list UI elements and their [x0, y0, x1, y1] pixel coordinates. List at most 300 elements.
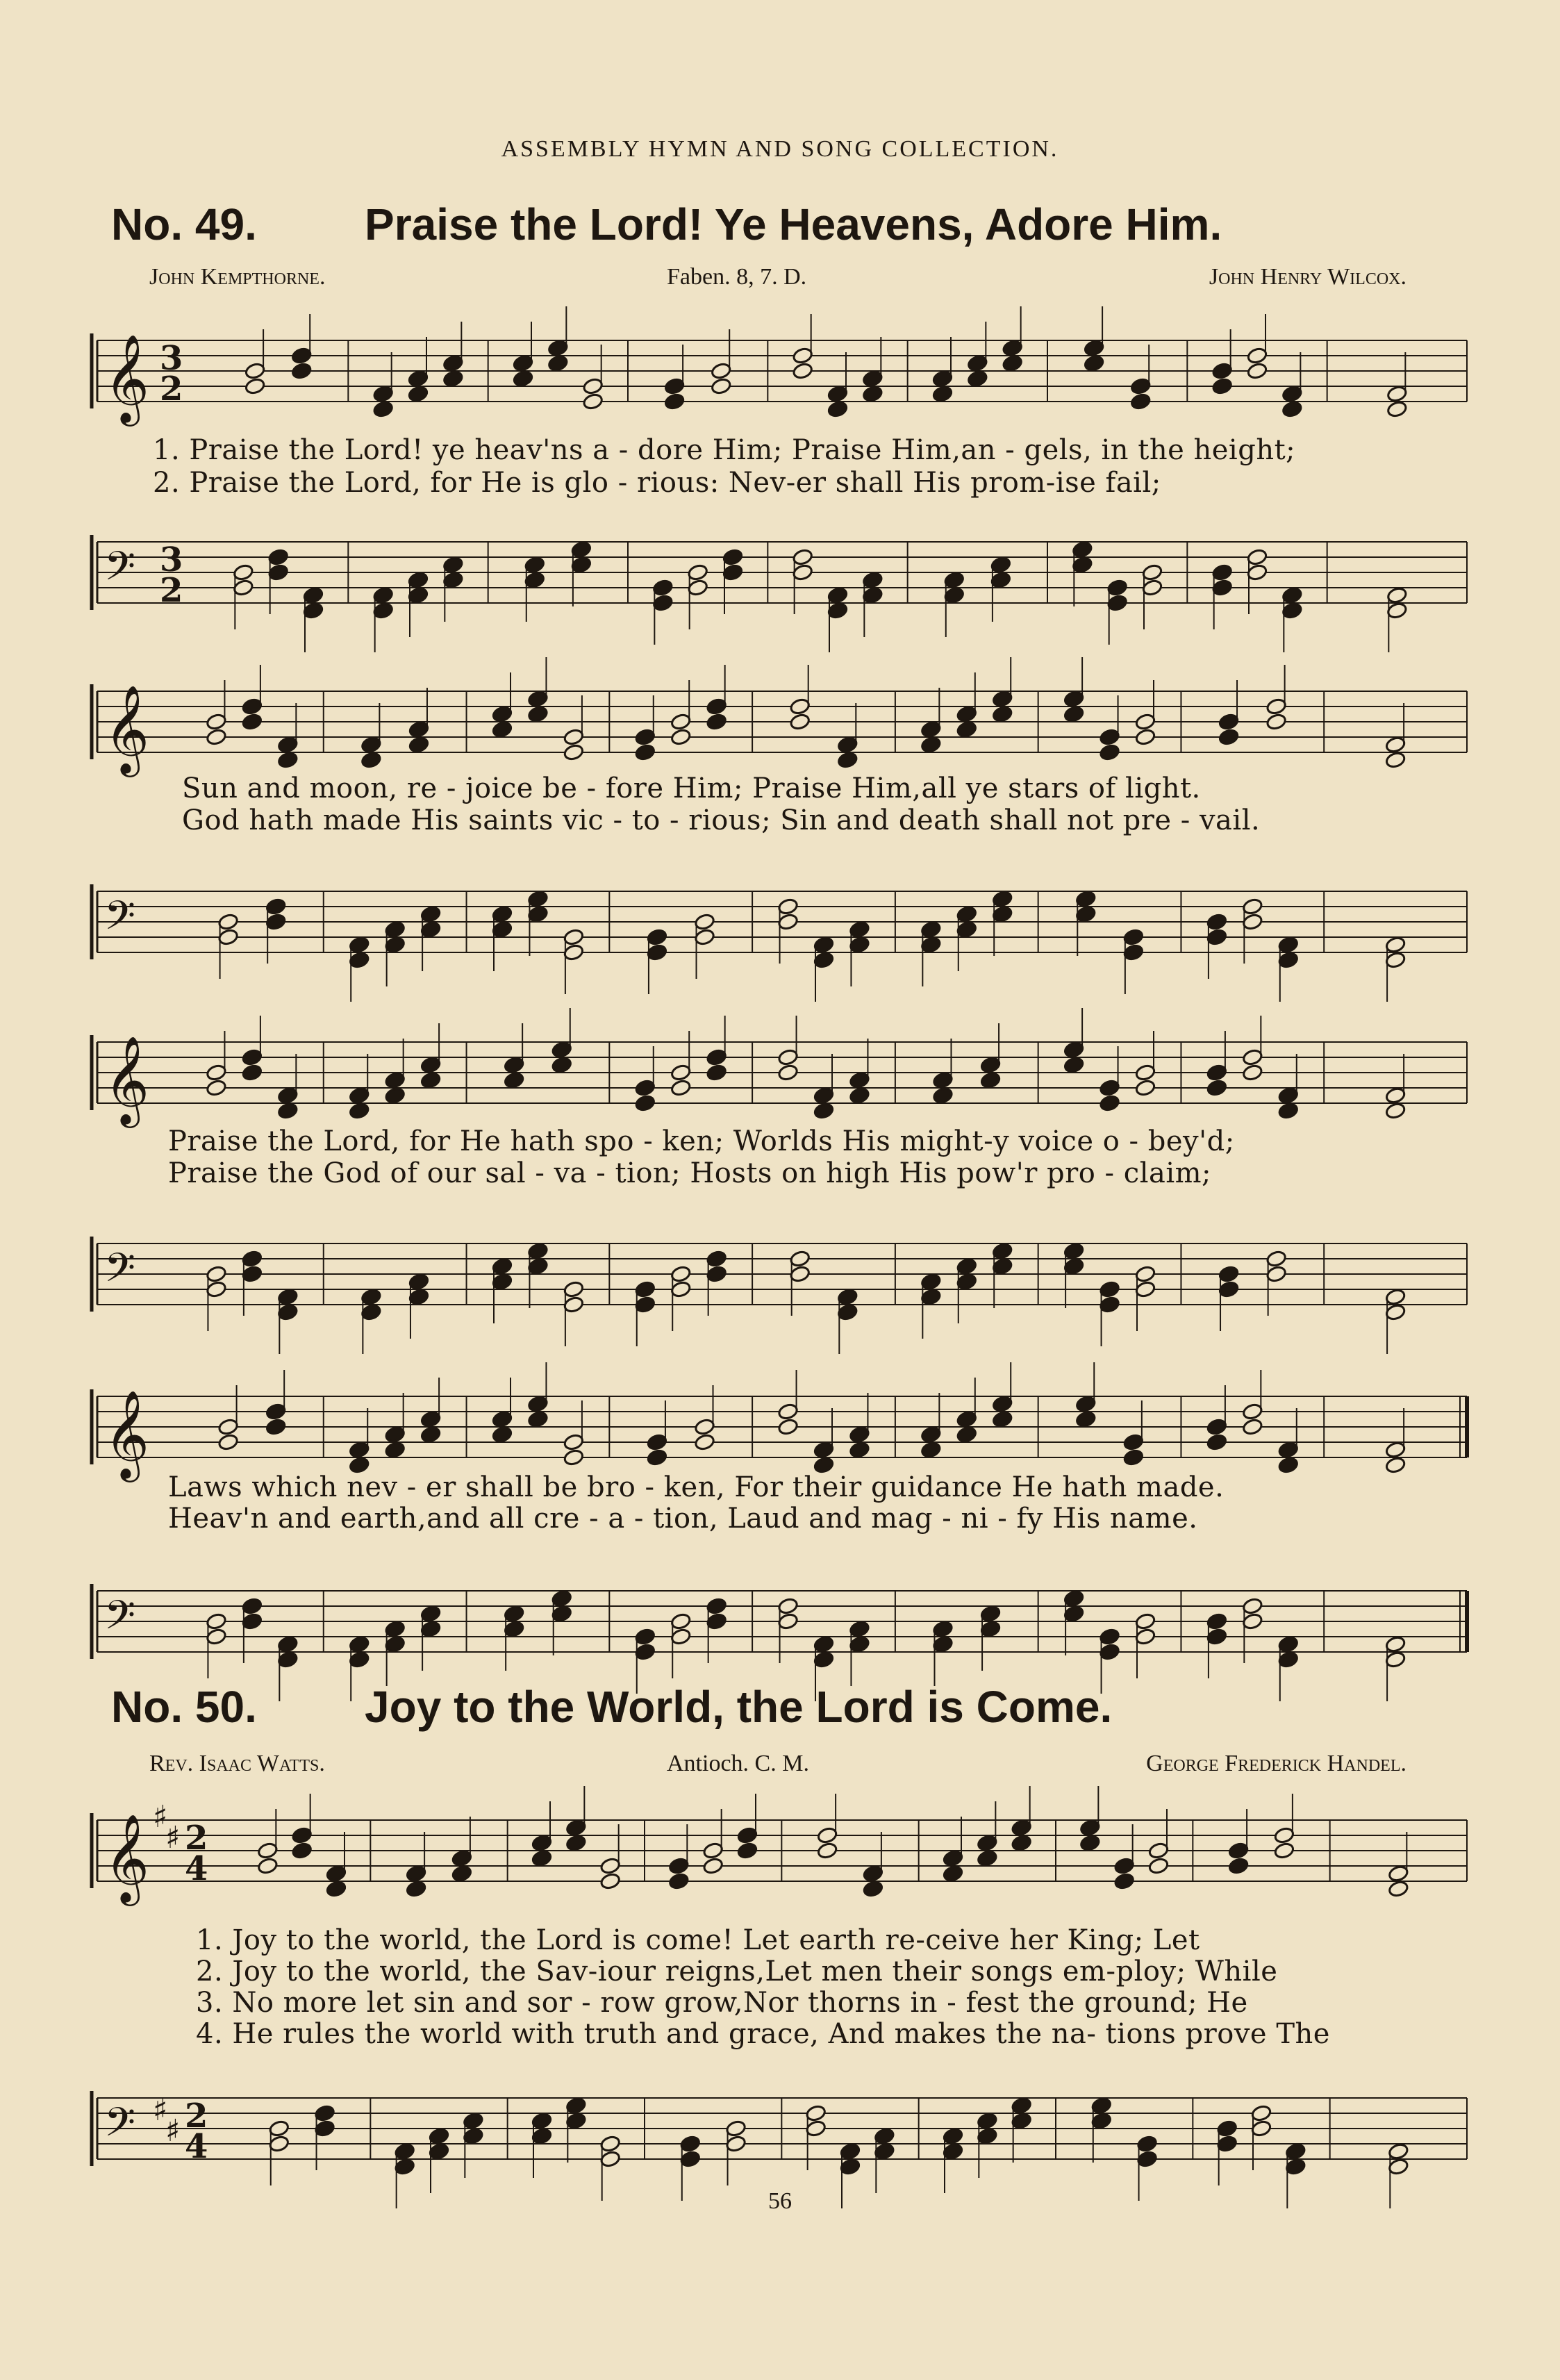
bass-staff-system-3 — [0, 1230, 1560, 1327]
note-head — [492, 1273, 513, 1291]
note-head — [1135, 1079, 1156, 1097]
note-head — [849, 1620, 870, 1638]
time-signature-bottom: 4 — [185, 1849, 208, 1888]
note-head — [943, 586, 965, 604]
note-head — [1386, 385, 1408, 403]
note-head — [840, 2158, 861, 2176]
note-head — [694, 928, 715, 946]
lyric-line: Praise the Lord, for He hath spo - ken; Worlds His might-y voice o - bey'd; — [168, 1125, 1235, 1157]
note-head — [349, 1635, 370, 1653]
note-head — [406, 1880, 427, 1898]
lyric-line: 4. He rules the world with truth and grace, And makes the na- tions prove The — [196, 2018, 1330, 2050]
note-head — [813, 1086, 835, 1105]
note-head — [504, 1605, 525, 1623]
note-head — [706, 1064, 727, 1082]
note-head — [992, 1257, 1013, 1275]
note-head — [420, 1410, 442, 1428]
note-head — [920, 1441, 942, 1459]
lyric-line: Heav'n and earth,and all cre - a - tion, Laud and mag - ni - fy His name. — [168, 1503, 1198, 1535]
note-head — [706, 1250, 727, 1268]
note-head — [563, 743, 585, 761]
note-head — [1142, 563, 1163, 581]
note-head — [827, 400, 849, 418]
note-head — [429, 2142, 450, 2160]
note-head — [1216, 2119, 1238, 2138]
note-head — [527, 905, 549, 923]
note-head — [1385, 1288, 1407, 1306]
note-head — [1274, 1826, 1295, 1844]
time-signature-bottom: 2 — [160, 370, 183, 408]
note-head — [1266, 697, 1287, 716]
note-head — [737, 1842, 758, 1860]
note-head — [547, 339, 569, 357]
note-head — [992, 1395, 1013, 1413]
lyric-line: 2. Praise the Lord, for He is glo - rious: Nev-er shall His prom-ise fail; — [153, 467, 1161, 499]
note-head — [777, 1403, 799, 1421]
note-head — [547, 354, 569, 372]
note-head — [504, 1071, 525, 1089]
note-head — [967, 370, 988, 388]
note-head — [563, 943, 585, 961]
note-head — [394, 2142, 415, 2160]
note-head — [257, 1857, 279, 1875]
note-head — [291, 362, 313, 380]
note-head — [1385, 1102, 1407, 1120]
lyric-line: Laws which nev - er shall be bro - ken, For their guidance He hath made. — [168, 1471, 1225, 1503]
note-head — [1266, 713, 1287, 731]
page-number: 56 — [768, 2188, 792, 2214]
note-head — [837, 751, 858, 769]
note-head — [647, 1433, 668, 1451]
note-head — [664, 377, 686, 395]
note-head — [372, 586, 394, 604]
lyric-line: 3. No more let sin and sor - row grow,Nor thorns in - fest the ground; He — [196, 1987, 1248, 2019]
note-head — [670, 1064, 692, 1082]
note-head — [268, 2119, 290, 2138]
note-head — [1136, 2150, 1158, 2168]
note-head — [777, 898, 799, 916]
note-head — [1385, 1456, 1407, 1474]
note-head — [634, 1280, 656, 1298]
note-head — [1206, 1079, 1228, 1097]
note-head — [1123, 928, 1145, 946]
note-head — [777, 1064, 799, 1082]
note-head — [956, 1425, 977, 1444]
note-head — [1385, 736, 1407, 754]
note-head — [242, 1265, 263, 1283]
note-head — [849, 936, 870, 954]
note-head — [420, 920, 442, 939]
note-head — [384, 1620, 406, 1638]
note-head — [1277, 1651, 1299, 1669]
note-head — [1135, 728, 1156, 746]
note-head — [1385, 951, 1407, 969]
note-head — [1075, 1410, 1097, 1428]
note-head — [725, 2119, 747, 2138]
note-head — [694, 1418, 715, 1436]
note-head — [420, 905, 442, 923]
note-head — [1206, 1433, 1228, 1451]
note-head — [349, 1441, 370, 1459]
note-head — [977, 1849, 998, 1867]
note-head — [394, 2158, 415, 2176]
note-head — [670, 713, 692, 731]
note-head — [1063, 705, 1085, 723]
note-head — [1099, 728, 1120, 746]
note-head — [1274, 1842, 1295, 1860]
note-head — [531, 1849, 553, 1867]
note-head — [634, 1296, 656, 1314]
note-head — [1277, 936, 1299, 954]
note-head — [599, 2135, 621, 2153]
note-head — [565, 2112, 587, 2130]
note-head — [408, 1288, 430, 1306]
note-head — [1266, 1250, 1287, 1268]
note-head — [1135, 1064, 1156, 1082]
note-head — [206, 1280, 227, 1298]
note-head — [956, 920, 977, 939]
bass-staff-system-4 — [0, 1577, 1560, 1674]
time-signature-bottom: 4 — [185, 2127, 208, 2166]
note-head — [372, 385, 394, 403]
note-head — [789, 697, 811, 716]
note-head — [1228, 1857, 1250, 1875]
note-head — [565, 2097, 587, 2115]
note-head — [1277, 1456, 1299, 1474]
note-head — [1242, 1048, 1263, 1066]
hymn-number: No. 50. — [111, 1682, 257, 1732]
note-head — [265, 898, 287, 916]
note-head — [463, 2127, 484, 2145]
note-head — [647, 943, 668, 961]
note-head — [206, 1628, 227, 1646]
note-head — [314, 2104, 335, 2122]
note-head — [408, 720, 430, 738]
note-head — [349, 951, 370, 969]
note-head — [1247, 362, 1268, 380]
note-head — [1242, 898, 1263, 916]
running-head: ASSEMBLY HYMN AND SONG COLLECTION. — [501, 136, 1059, 162]
note-head — [1142, 579, 1163, 597]
note-head — [1206, 1064, 1228, 1082]
note-head — [1211, 362, 1233, 380]
note-head — [563, 1448, 585, 1466]
note-head — [1148, 1857, 1170, 1875]
note-head — [1281, 400, 1303, 418]
note-head — [956, 1273, 977, 1291]
note-head — [492, 1410, 513, 1428]
time-signature-bottom: 2 — [160, 571, 183, 610]
note-head — [634, 743, 656, 761]
note-head — [668, 1857, 690, 1875]
note-head — [217, 1418, 239, 1436]
note-head — [408, 586, 429, 604]
note-head — [420, 1605, 442, 1623]
note-head — [849, 1071, 870, 1089]
note-head — [932, 385, 954, 403]
note-head — [1218, 713, 1240, 731]
note-head — [1277, 1086, 1299, 1105]
note-head — [1063, 1605, 1085, 1623]
note-head — [992, 905, 1013, 923]
hymn-title-text: Praise the Lord! Ye Heavens, Adore Him. — [365, 199, 1222, 249]
note-head — [242, 697, 263, 716]
note-head — [990, 571, 1012, 589]
note-head — [420, 1620, 442, 1638]
note-head — [408, 571, 429, 589]
note-head — [777, 1612, 799, 1630]
note-head — [233, 579, 254, 597]
note-head — [920, 920, 942, 939]
note-head — [722, 563, 744, 581]
note-head — [563, 1296, 585, 1314]
note-head — [1090, 2097, 1112, 2115]
note-head — [706, 713, 727, 731]
note-head — [531, 1834, 553, 1852]
note-head — [1002, 339, 1023, 357]
note-head — [932, 1086, 954, 1105]
note-head — [442, 354, 464, 372]
note-head — [817, 1826, 838, 1844]
note-head — [920, 720, 942, 738]
note-head — [670, 1628, 692, 1646]
note-head — [582, 392, 604, 411]
note-head — [492, 905, 513, 923]
time-signature-top: 2 — [185, 1819, 208, 1858]
note-head — [1281, 586, 1303, 604]
note-head — [706, 1597, 727, 1615]
note-head — [1135, 1612, 1156, 1630]
note-head — [244, 377, 266, 395]
note-head — [817, 1842, 838, 1860]
note-head — [513, 370, 534, 388]
note-head — [267, 563, 289, 581]
composer: John Henry Wilcox. — [1209, 264, 1407, 290]
note-head — [504, 1620, 525, 1638]
note-head — [1218, 1265, 1240, 1283]
note-head — [1063, 690, 1085, 708]
note-head — [1277, 1635, 1299, 1653]
note-head — [1099, 1094, 1120, 1112]
note-head — [920, 1288, 942, 1306]
hymn-title-text: Joy to the World, the Lord is Come. — [365, 1682, 1113, 1732]
note-head — [1113, 1857, 1135, 1875]
bass-staff-system-2 — [0, 877, 1560, 975]
note-head — [777, 1048, 799, 1066]
note-head — [932, 1620, 954, 1638]
note-head — [1277, 951, 1299, 969]
lyric-line: 2. Joy to the world, the Sav-iour reigns,Let men their songs em-ploy; While — [196, 1956, 1278, 1988]
note-head — [1242, 1612, 1263, 1630]
note-head — [706, 697, 727, 716]
note-head — [1251, 2104, 1272, 2122]
note-head — [706, 1612, 727, 1630]
note-head — [242, 1048, 263, 1066]
note-head — [360, 736, 382, 754]
note-head — [1135, 1628, 1156, 1646]
note-head — [1135, 1280, 1156, 1298]
note-head — [1285, 2158, 1306, 2176]
note-head — [789, 1265, 811, 1283]
note-head — [652, 594, 674, 612]
note-head — [599, 1872, 621, 1890]
note-head — [777, 913, 799, 931]
note-head — [563, 1280, 585, 1298]
note-head — [702, 1857, 724, 1875]
note-head — [967, 354, 988, 372]
note-head — [827, 385, 849, 403]
note-head — [647, 928, 668, 946]
note-head — [943, 1849, 964, 1867]
note-head — [244, 362, 266, 380]
note-head — [1099, 1280, 1120, 1298]
note-head — [291, 1826, 313, 1844]
time-signature-top: 3 — [160, 540, 183, 579]
note-head — [1072, 540, 1093, 559]
note-head — [670, 1079, 692, 1097]
bass-staff-system-5 — [0, 2084, 1560, 2181]
note-head — [1130, 377, 1152, 395]
note-head — [551, 1041, 572, 1059]
note-head — [1388, 2158, 1409, 2176]
note-head — [805, 2119, 827, 2138]
note-head — [1242, 1418, 1263, 1436]
note-head — [217, 913, 239, 931]
note-head — [874, 2142, 895, 2160]
treble-clef-icon: 𝄞 — [104, 333, 150, 422]
note-head — [943, 1865, 964, 1883]
note-head — [1385, 1441, 1407, 1459]
bass-staff-system-1 — [0, 528, 1560, 625]
note-head — [792, 548, 813, 566]
note-head — [920, 1425, 942, 1444]
note-head — [920, 1273, 942, 1291]
note-head — [1247, 548, 1268, 566]
note-head — [360, 1303, 382, 1321]
note-head — [384, 1425, 406, 1444]
note-head — [1211, 579, 1233, 597]
note-head — [492, 1257, 513, 1275]
note-head — [408, 385, 429, 403]
note-head — [670, 1612, 692, 1630]
note-head — [277, 736, 299, 754]
note-head — [932, 1071, 954, 1089]
note-head — [1277, 1102, 1299, 1120]
bass-clef-icon: 𝄢 — [104, 2099, 136, 2156]
note-head — [1206, 928, 1228, 946]
note-head — [1099, 1628, 1120, 1646]
note-head — [242, 1250, 263, 1268]
note-head — [1136, 2135, 1158, 2153]
treble-staff-system-2 — [0, 677, 1560, 775]
note-head — [1123, 1433, 1145, 1451]
note-head — [277, 1086, 299, 1105]
note-head — [737, 1826, 758, 1844]
note-head — [242, 713, 263, 731]
note-head — [813, 1441, 835, 1459]
note-head — [1285, 2142, 1306, 2160]
note-head — [862, 586, 883, 604]
note-head — [1079, 1834, 1101, 1852]
note-head — [980, 1056, 1002, 1074]
note-head — [277, 1635, 299, 1653]
note-head — [1063, 1242, 1085, 1260]
note-head — [1106, 579, 1128, 597]
note-head — [408, 736, 430, 754]
note-head — [792, 563, 813, 581]
note-head — [1130, 392, 1152, 411]
note-head — [513, 354, 534, 372]
treble-clef-icon: 𝄞 — [104, 1813, 150, 1902]
note-head — [326, 1865, 347, 1883]
author: Rev. Isaac Watts. — [149, 1751, 325, 1776]
treble-staff-system-4 — [0, 1382, 1560, 1480]
note-head — [813, 1651, 835, 1669]
note-head — [527, 690, 549, 708]
note-head — [956, 1410, 977, 1428]
note-head — [711, 362, 732, 380]
note-head — [956, 905, 977, 923]
note-head — [1148, 1842, 1170, 1860]
note-head — [837, 736, 858, 754]
note-head — [531, 2127, 553, 2145]
note-head — [384, 1635, 406, 1653]
note-head — [1206, 1418, 1228, 1436]
note-head — [527, 1410, 549, 1428]
note-head — [1388, 1880, 1409, 1898]
note-head — [977, 1834, 998, 1852]
note-head — [527, 705, 549, 723]
note-head — [1099, 743, 1120, 761]
note-head — [992, 705, 1013, 723]
note-head — [1123, 1448, 1145, 1466]
note-head — [360, 751, 382, 769]
note-head — [1099, 1643, 1120, 1661]
note-head — [840, 2142, 861, 2160]
note-head — [977, 2112, 998, 2130]
treble-staff-system-5 — [0, 1799, 1560, 1903]
note-head — [206, 1064, 227, 1082]
note-head — [206, 1079, 227, 1097]
note-head — [265, 1418, 287, 1436]
note-head — [634, 1628, 656, 1646]
note-head — [442, 556, 464, 574]
tune-name: Antioch. C. M. — [667, 1751, 809, 1776]
note-head — [372, 400, 394, 418]
note-head — [862, 385, 883, 403]
note-head — [1247, 563, 1268, 581]
note-head — [277, 751, 299, 769]
note-head — [233, 563, 254, 581]
time-signature-top: 3 — [160, 339, 183, 378]
note-head — [1266, 1265, 1287, 1283]
note-head — [687, 563, 708, 581]
note-head — [420, 1056, 442, 1074]
note-head — [384, 1441, 406, 1459]
hymn-title-49 — [111, 199, 1431, 250]
note-head — [314, 2119, 335, 2138]
note-head — [652, 579, 674, 597]
sharp-icon: ♯ — [165, 2113, 181, 2149]
note-head — [384, 1071, 406, 1089]
note-head — [527, 1242, 549, 1260]
note-head — [1011, 2112, 1032, 2130]
hymn-credits-50 — [149, 1751, 1407, 1781]
note-head — [1218, 1280, 1240, 1298]
note-head — [1242, 1403, 1263, 1421]
note-head — [1084, 339, 1105, 357]
note-head — [980, 1071, 1002, 1089]
